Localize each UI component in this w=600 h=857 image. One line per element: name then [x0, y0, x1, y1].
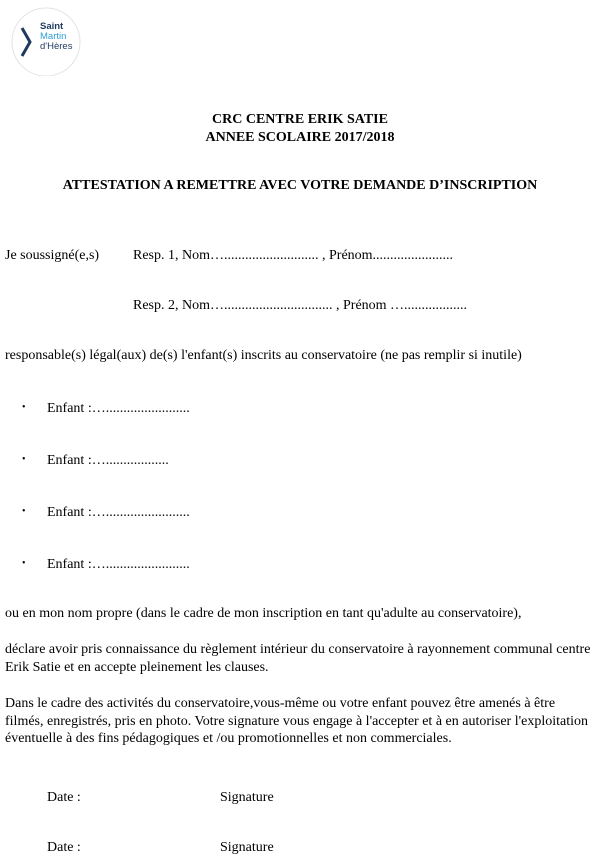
responsables-text: responsable(s) légal(aux) de(s) l'enfant(s) inscrits au conservatoire (ne pas remplir si inutile) — [5, 348, 522, 363]
date-label-2: Date : — [47, 840, 81, 855]
school-title: CRC CENTRE ERIK SATIE — [212, 112, 388, 127]
logo-line-2: Martin — [40, 31, 67, 42]
logo-line-3: d'Hères — [40, 41, 73, 52]
enfant-item-1: Enfant :…........................ — [47, 401, 190, 416]
bullet-icon: • — [22, 454, 26, 465]
enfant-item-4: Enfant :…........................ — [47, 557, 190, 572]
nom-propre-text: ou en mon nom propre (dans le cadre de mon inscription en tant qu'adulte au conservatoire), — [5, 606, 522, 621]
enfant-item-2: Enfant :….................. — [47, 453, 169, 468]
document-title: ATTESTATION A REMETTRE AVEC VOTRE DEMANDE D’INSCRIPTION — [62, 178, 538, 193]
signature-label-1: Signature — [220, 790, 274, 805]
school-year: ANNEE SCOLAIRE 2017/2018 — [205, 130, 395, 145]
activites-text: Dans le cadre des activités du conservatoire,vous-même ou votre enfant pouvez être amenés à être filmés, enregistrés, pris en photo. Votre signature vous engage à l'accepter et à en autoriser l'exploitation éventuelle à des fins pédagogiques et /ou promotionnelles et non commerciales. — [5, 696, 589, 746]
bullet-icon: • — [22, 402, 26, 413]
logo-text — [40, 22, 72, 52]
signature-label-2: Signature — [220, 840, 274, 855]
resp-1-line: Resp. 1, Nom…........................... , Prénom....................... — [133, 248, 454, 263]
declaration-text: déclare avoir pris connaissance du règlement intérieur du conservatoire à rayonnement communal centre Erik Satie et en accepte pleinement les clauses. — [5, 642, 591, 675]
logo — [8, 6, 84, 76]
logo-line-1: Saint — [40, 21, 64, 32]
resp-2-line: Resp. 2, Nom…............................... , Prénom ….................. — [133, 298, 468, 313]
date-label-1: Date : — [47, 790, 81, 805]
enfant-item-3: Enfant :…........................ — [47, 505, 190, 520]
bullet-icon: • — [22, 558, 26, 569]
bullet-icon: • — [22, 506, 26, 517]
soussigne-label: Je soussigné(e,s) — [5, 248, 100, 263]
